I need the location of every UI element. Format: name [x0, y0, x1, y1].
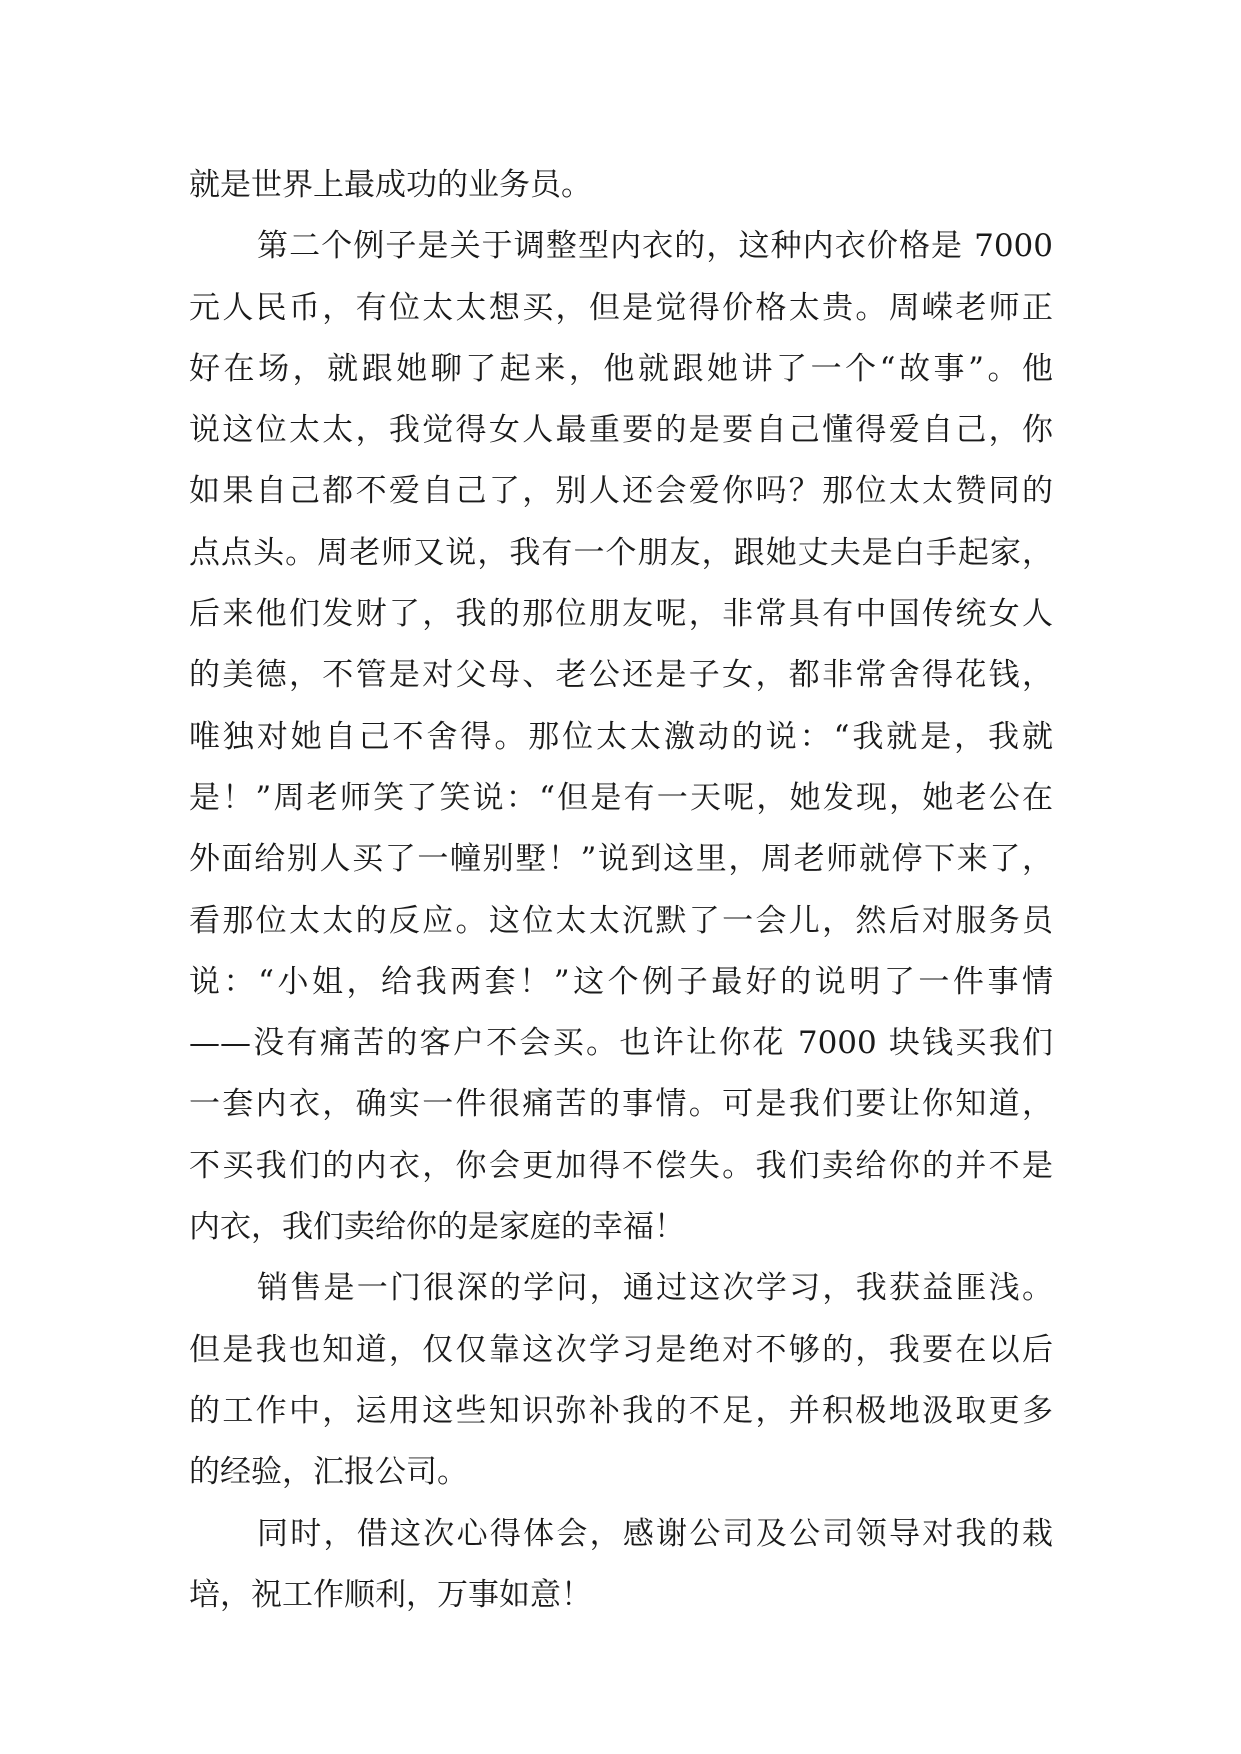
text-line: 唯独对她自己不舍得。那位太太激动的说：“我就是，我就 — [189, 718, 1053, 755]
text-line: 但是我也知道，仅仅靠这次学习是绝对不够的，我要在以后 — [189, 1331, 1053, 1368]
text-line: 的工作中，运用这些知识弥补我的不足，并积极地汲取更多 — [189, 1392, 1053, 1429]
text-line: 元人民币，有位太太想买，但是觉得价格太贵。周嵘老师正 — [189, 289, 1053, 326]
text-line: 就是世界上最成功的业务员。 — [189, 167, 592, 203]
text-line: 不买我们的内衣，你会更加得不偿失。我们卖给你的并不是 — [189, 1147, 1053, 1184]
text-line: 看那位太太的反应。这位太太沉默了一会儿，然后对服务员 — [189, 902, 1053, 939]
text-line: 点点头。周老师又说，我有一个朋友，跟她丈夫是白手起家， — [189, 534, 1053, 571]
text-line: 的美德，不管是对父母、老公还是子女，都非常舍得花钱， — [189, 657, 1053, 694]
text-line: 说：“小姐，给我两套！”这个例子最好的说明了一件事情 — [189, 963, 1053, 1000]
text-line: 的经验，汇报公司。 — [189, 1454, 468, 1491]
text-line: 说这位太太，我觉得女人最重要的是要自己懂得爱自己，你 — [189, 412, 1053, 449]
paragraph-start-line: 同时，借这次心得体会，感谢公司及公司领导对我的栽 — [257, 1515, 1053, 1552]
text-line: 培，祝工作顺利，万事如意！ — [189, 1576, 592, 1613]
document-body — [189, 155, 1053, 1626]
text-line: 好在场，就跟她聊了起来，他就跟她讲了一个“故事”。他 — [189, 350, 1053, 387]
text-line: 一套内衣，确实一件很痛苦的事情。可是我们要让你知道， — [189, 1086, 1053, 1123]
text-line: 如果自己都不爱自己了，别人还会爱你吗？那位太太赞同的 — [189, 473, 1053, 510]
paragraph-start-line: 第二个例子是关于调整型内衣的，这种内衣价格是 7000 — [257, 228, 1053, 265]
text-line: 后来他们发财了，我的那位朋友呢，非常具有中国传统女人 — [189, 596, 1053, 633]
text-line: ——没有痛苦的客户不会买。也许让你花 7000 块钱买我们 — [189, 1025, 1053, 1062]
text-line: 内衣，我们卖给你的是家庭的幸福！ — [189, 1209, 685, 1246]
text-line: 外面给别人买了一幢别墅！”说到这里，周老师就停下来了， — [189, 841, 1053, 878]
paragraph-start-line: 销售是一门很深的学问，通过这次学习，我获益匪浅。 — [257, 1270, 1053, 1307]
text-line: 是！”周老师笑了笑说：“但是有一天呢，她发现，她老公在 — [189, 779, 1053, 816]
